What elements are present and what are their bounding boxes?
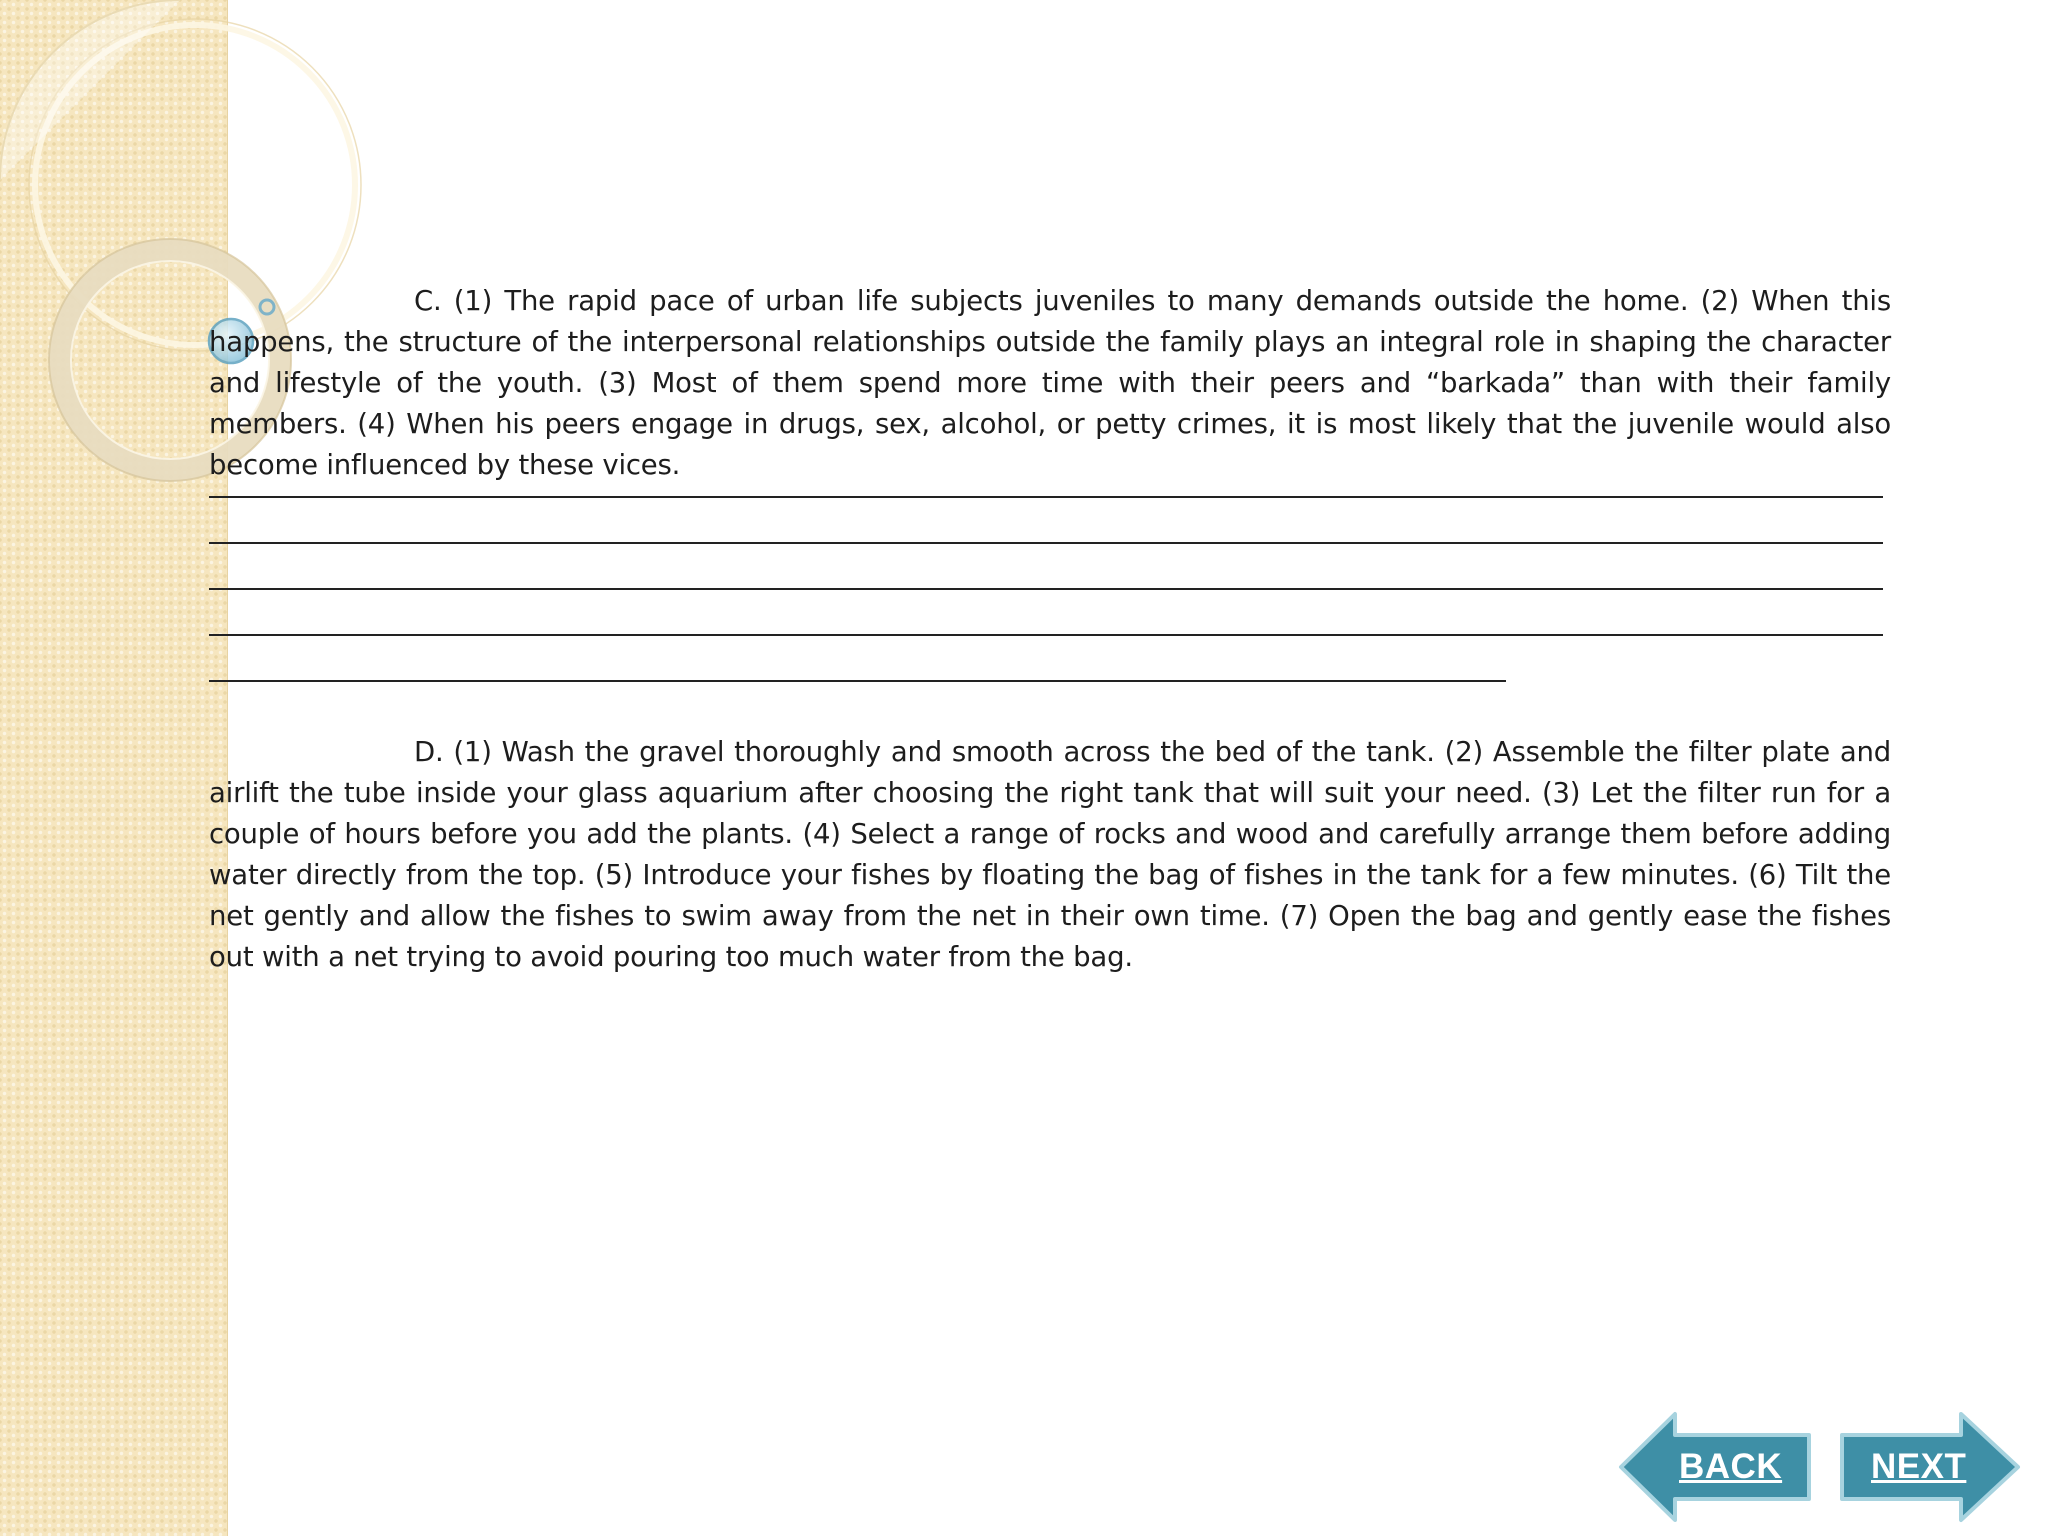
passage-c: C. (1) The rapid pace of urban life subjects juveniles to many demands outside the home. (2) When this happens, the structure of the interpersonal relationships outside the family plays an integral role in shaping the character and lifestyle of the youth. (3) Most of them spend more time with their peers and “barkada” than with their family members. (4) When his peers engage in drugs, sex, alcohol, or petty crimes, it is most likely that the juvenile would also become influenced by these vices. [209,285,1891,481]
back-button[interactable] [1617,1411,1813,1523]
answer-line [209,634,1883,636]
answer-lines [209,496,1883,726]
passage-d: D. (1) Wash the gravel thoroughly and smooth across the bed of the tank. (2) Assemble the filter plate and airlift the tube inside your glass aquarium after choosing the right tank that will suit your need. (3) Let the filter run for a couple of hours before you add the plants. (4) Select a range of rocks and wood and carefully arrange them before adding water directly from the top. (5) Introduce your fishes by floating the bag of fishes in the tank for a few minutes. (6) Tilt the net gently and allow the fishes to swim away from the net in their own time. (7) Open the bag and gently ease the fishes out with a net trying to avoid pouring too much water from the bag. [209,736,1891,973]
answer-line [209,496,1883,498]
answer-line [209,680,1506,682]
answer-line [209,542,1883,544]
next-button-label: NEXT [1871,1447,1967,1486]
next-button[interactable] [1838,1411,2022,1523]
back-button-label: BACK [1679,1447,1783,1486]
answer-line [209,588,1883,590]
